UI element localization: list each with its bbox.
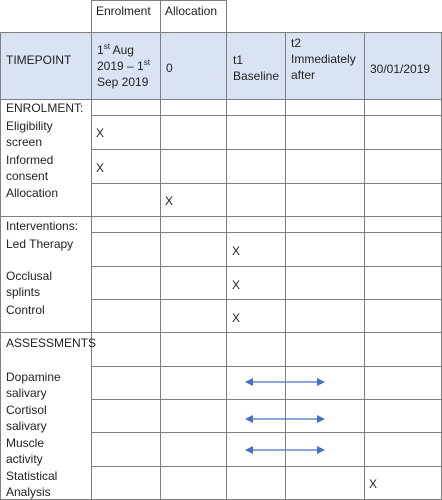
row-cortisol-salivary: Cortisol salivary bbox=[6, 403, 47, 433]
grid-line bbox=[91, 149, 442, 150]
row-muscle-activity: Muscle activity bbox=[6, 436, 45, 466]
grid-line bbox=[91, 266, 442, 267]
row-statistical-analysis: Statistical Analysis bbox=[6, 469, 58, 499]
grid-line bbox=[91, 0, 227, 1]
grid-line bbox=[0, 216, 442, 217]
grid-line bbox=[0, 32, 442, 33]
row-occlusal-splints: Occlusal splints bbox=[6, 269, 53, 299]
row-led-therapy: Led Therapy bbox=[6, 237, 74, 251]
grid-line bbox=[226, 0, 227, 500]
grid-line bbox=[0, 32, 1, 500]
row-allocation: Allocation bbox=[6, 186, 59, 200]
grid-line bbox=[91, 366, 442, 367]
mark-occlusal-splints: X bbox=[232, 278, 241, 292]
row-eligibility-screen: Eligibility screen bbox=[6, 119, 53, 149]
grid-line bbox=[91, 183, 442, 184]
grid-line bbox=[0, 332, 442, 333]
double-arrow-icon bbox=[245, 413, 325, 425]
double-arrow-icon bbox=[245, 376, 325, 388]
row-control: Control bbox=[6, 303, 45, 317]
grid-line bbox=[91, 466, 442, 467]
double-arrow-icon bbox=[245, 444, 325, 456]
column-header-allocation: Allocation bbox=[165, 4, 218, 18]
grid-line bbox=[91, 115, 442, 116]
mark-led-therapy: X bbox=[232, 244, 241, 258]
section-interventions: Interventions: bbox=[6, 219, 79, 233]
final-timepoint: 30/01/2019 bbox=[370, 62, 431, 76]
section-assessments: ASSESSMENTS bbox=[6, 336, 97, 350]
mark-consent: X bbox=[96, 161, 105, 175]
t2-timepoint: t2 Immediately after bbox=[291, 36, 356, 82]
mark-eligibility: X bbox=[96, 126, 105, 140]
grid-line bbox=[160, 0, 161, 500]
mark-allocation: X bbox=[165, 194, 174, 208]
grid-line bbox=[91, 0, 92, 500]
grid-line bbox=[91, 299, 442, 300]
row-dopamine-salivary: Dopamine salivary bbox=[6, 370, 61, 400]
mark-statistical-analysis: X bbox=[369, 477, 378, 491]
section-enrolment: ENROLMENT: bbox=[6, 101, 84, 115]
row-informed-consent: Informed consent bbox=[6, 153, 54, 183]
timepoint-label: TIMEPOINT bbox=[6, 53, 72, 67]
t1-timepoint: t1 Baseline bbox=[233, 53, 280, 83]
allocation-timepoint: 0 bbox=[166, 61, 173, 75]
column-header-enrolment: Enrolment bbox=[96, 4, 151, 18]
grid-line bbox=[91, 232, 442, 233]
enrolment-dates: 1st Aug 2019 – 1st Sep 2019 bbox=[97, 42, 150, 89]
grid-line bbox=[91, 432, 442, 433]
grid-line bbox=[91, 399, 442, 400]
mark-control: X bbox=[232, 311, 241, 325]
